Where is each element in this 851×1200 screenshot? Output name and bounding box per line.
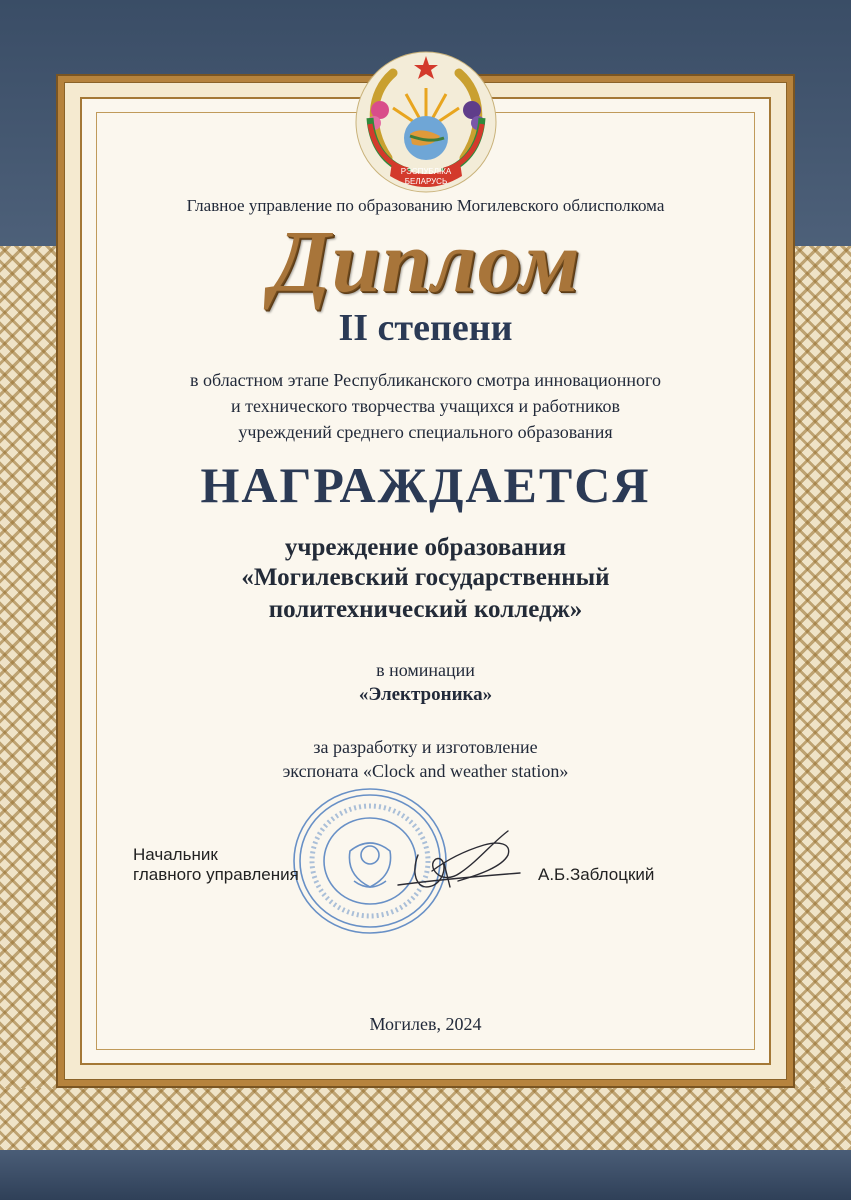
reason-line-1: за разработку и изготовление bbox=[313, 737, 538, 757]
nomination-value: «Электроника» bbox=[358, 684, 493, 705]
reason-line-2: экспоната «Clock and weather station» bbox=[282, 761, 569, 781]
description-line-2: и технического творчества учащихся и работников bbox=[231, 396, 620, 416]
organization-line-1: учреждение образования bbox=[284, 534, 567, 561]
description-line-1: в областном этапе Республиканского смотра инновационного bbox=[189, 370, 661, 390]
awarded-heading: НАГРАЖДАЕТСЯ bbox=[200, 457, 651, 513]
emblem-ribbon-text-1: РЭСПУБЛІКА bbox=[400, 167, 452, 176]
diploma-degree: II степени bbox=[338, 307, 513, 349]
issuing-authority: Главное управление по образованию Могилевского облисполкома bbox=[186, 196, 665, 215]
description-line-3: учреждений среднего специального образования bbox=[238, 422, 613, 442]
signatory-position-line-1: Начальник bbox=[133, 845, 218, 864]
bottom-blue-band bbox=[0, 1150, 851, 1200]
organization-line-2: «Могилевский государственный bbox=[241, 564, 610, 591]
belarus-emblem-icon bbox=[348, 48, 504, 198]
nomination-label: в номинации bbox=[376, 660, 475, 680]
place-and-year: Могилев, 2024 bbox=[369, 1014, 482, 1034]
organization-line-3: политехнический колледж» bbox=[268, 596, 583, 623]
diploma-title: Диплом bbox=[270, 214, 581, 311]
handwritten-signature bbox=[388, 815, 528, 900]
bottom-ornament-border bbox=[0, 1088, 851, 1150]
signatory-name: А.Б.Заблоцкий bbox=[538, 865, 655, 884]
emblem-ribbon-text-2: БЕЛАРУСЬ bbox=[404, 177, 448, 186]
signatory-position-line-2: главного управления bbox=[133, 865, 299, 884]
